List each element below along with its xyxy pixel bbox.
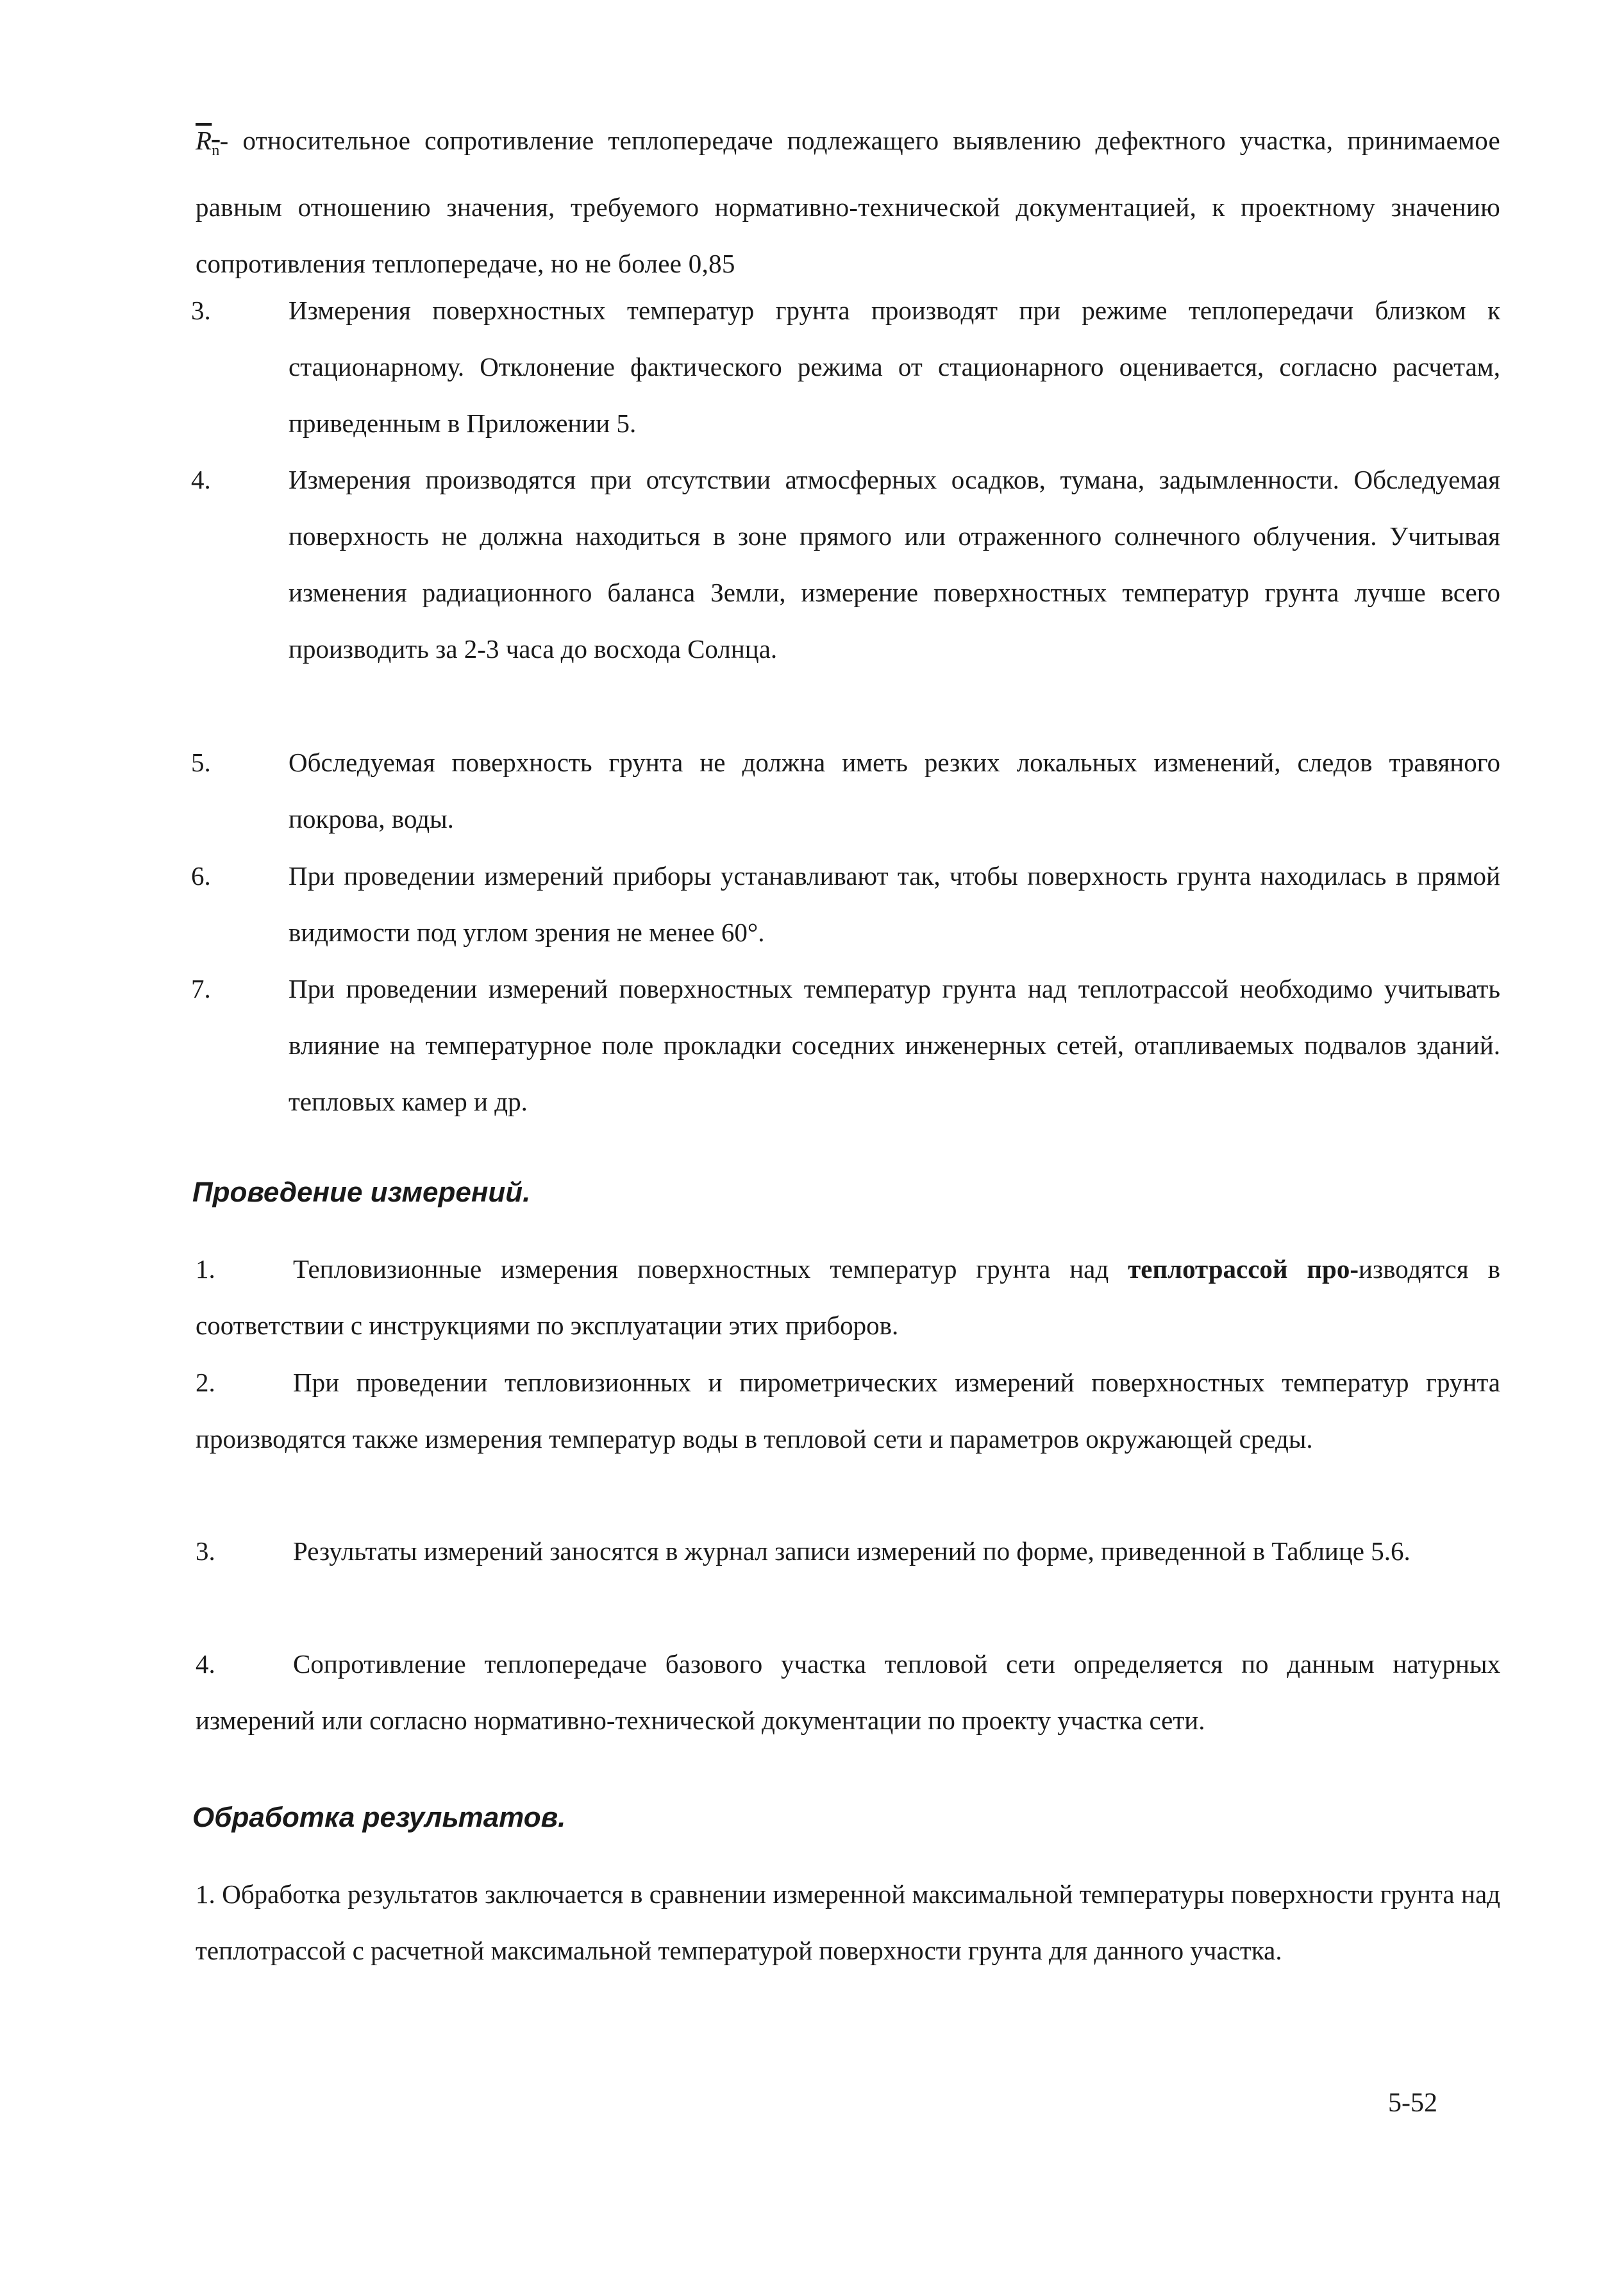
item-text: Измерения поверхностных температур грунта производят при режиме теплопередачи близком к стационарному. Отклонение фактического режима от стационарного оценивается, согласно расчетам, приведенным в Приложении 5. (289, 296, 1500, 438)
item-number: 2. (196, 1368, 215, 1397)
section-heading-processing: Обработка результатов. (192, 1802, 566, 1833)
item-number: 7. (191, 974, 211, 1003)
condition-item-3 (191, 282, 1500, 451)
item-number: 5. (191, 748, 211, 777)
item-number: 1. (196, 1254, 215, 1284)
measurement-item-2: 2. При проведении тепловизионных и пирометрических измерений поверхностных температур грунта производятся также измерения температур воды в тепловой сети и параметров окружающей среды. (196, 1354, 1500, 1467)
condition-item-7 (191, 960, 1500, 1130)
condition-item-5 (191, 734, 1500, 847)
item-number: 4. (191, 465, 211, 494)
page-number: 5-52 (1388, 2088, 1437, 2118)
measurement-item-4: 4. Сопротивление теплопередаче базового участка тепловой сети определяется по данным натурных измерений или согласно нормативно-технической документации по проекту участка сети. (196, 1636, 1500, 1749)
item-text: При проведении измерений поверхностных температур грунта над теплотрассой необходимо учитывать влияние на температурное поле прокладки соседних инженерных сетей, отапливаемых подвалов зданий. тепловых камер и др. (289, 974, 1500, 1116)
measurement-item-3: 3. Результаты измерений заносятся в журнал записи измерений по форме, приведенной в Таблице 5.6. (196, 1523, 1500, 1579)
item-number: 4. (196, 1649, 215, 1679)
item-number: 3. (191, 296, 211, 325)
item-text: Измерения производятся при отсутствии атмосферных осадков, тумана, задымленности. Обследуемая поверхность не должна находиться в зоне прямого или отраженного солнечного облучения. Учитывая изменения радиационного баланса Земли, измерение поверхностных температур грунта лучше всего производить за 2-3 часа до восхода Солнца. (289, 465, 1500, 664)
condition-item-4 (191, 451, 1500, 677)
intro-text: - относительное сопротивление теплопередаче подлежащего выявлению дефектного участка, принимаемое равным отношению значения, требуемого нормативно-технической документацией, к проектному значению сопротивления теплопередаче, но не более 0,85 (196, 126, 1500, 279)
bold-fragment: теплотрассой про- (1128, 1254, 1359, 1284)
measurement-item-1: 1. Тепловизионные измерения поверхностных температур грунта над теплотрассой про-изводятся в соответствии с инструкциями по эксплуатации этих приборов. (196, 1241, 1500, 1354)
section-heading-measurements: Проведение измерений. (192, 1177, 531, 1208)
condition-item-6 (191, 848, 1500, 960)
item-number: 3. (196, 1536, 215, 1566)
item-text: Обследуемая поверхность грунта не должна иметь резких локальных изменений, следов травяного покрова, воды. (289, 748, 1500, 834)
processing-item-1: 1. Обработка результатов заключается в сравнении измеренной максимальной температуры поверхности грунта над теплотрассой с расчетной максимальной температурой поверхности грунта для данного участка. (196, 1879, 1500, 1965)
resistance-symbol: $R_n$ (196, 126, 220, 160)
item-text: При проведении измерений приборы устанавливают так, чтобы поверхность грунта находилась в прямой видимости под углом зрения не менее 60°. (289, 861, 1500, 947)
item-number: 6. (191, 861, 211, 891)
intro-paragraph (196, 112, 1500, 292)
